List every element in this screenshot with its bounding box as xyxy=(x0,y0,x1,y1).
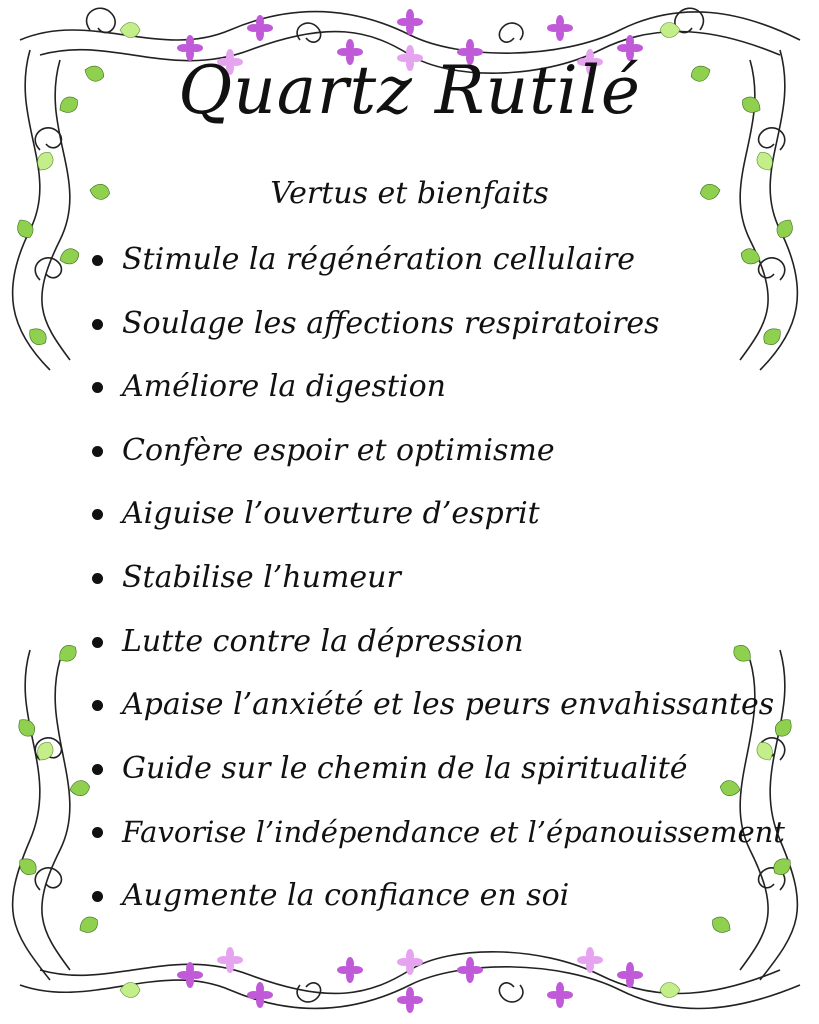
list-item-text: Augmente la confiance en soi xyxy=(122,877,570,913)
list-item xyxy=(90,683,790,747)
list-item-text: Soulage les affections respiratoires xyxy=(122,305,660,341)
bullet-icon xyxy=(92,509,103,520)
list-item-text: Guide sur le chemin de la spiritualité xyxy=(122,750,688,786)
list-item xyxy=(90,874,790,938)
list-item xyxy=(90,556,790,620)
bullet-icon xyxy=(92,764,103,775)
subtitle: Vertus et bienfaits xyxy=(270,176,549,211)
list-item xyxy=(90,238,790,302)
bullet-icon xyxy=(92,827,103,838)
benefits-list xyxy=(90,238,790,938)
list-item-text: Apaise l’anxiété et les peurs envahissantes xyxy=(122,687,775,723)
list-item-text: Confère espoir et optimisme xyxy=(122,432,555,468)
list-item xyxy=(90,429,790,493)
list-item xyxy=(90,302,790,366)
list-item xyxy=(90,747,790,811)
list-item-text: Améliore la digestion xyxy=(122,369,446,405)
bullet-icon xyxy=(92,637,103,648)
bullet-icon xyxy=(92,891,103,902)
list-item-text: Stabilise l’humeur xyxy=(122,559,401,595)
list-item-text: Aiguise l’ouverture d’esprit xyxy=(122,496,540,532)
bullet-icon xyxy=(92,446,103,457)
bullet-icon xyxy=(92,700,103,711)
list-item xyxy=(90,620,790,684)
bullet-icon xyxy=(92,319,103,330)
list-item xyxy=(90,810,790,874)
list-item-text: Favorise l’indépendance et l’épanouissement xyxy=(122,815,785,850)
list-item-text: Lutte contre la dépression xyxy=(122,623,524,659)
bullet-icon xyxy=(92,382,103,393)
bullet-icon xyxy=(92,255,103,266)
page-title: Quartz Rutilé xyxy=(178,52,641,129)
bullet-icon xyxy=(92,573,103,584)
list-item xyxy=(90,365,790,429)
list-item-text: Stimule la régénération cellulaire xyxy=(122,242,636,277)
list-item xyxy=(90,492,790,556)
